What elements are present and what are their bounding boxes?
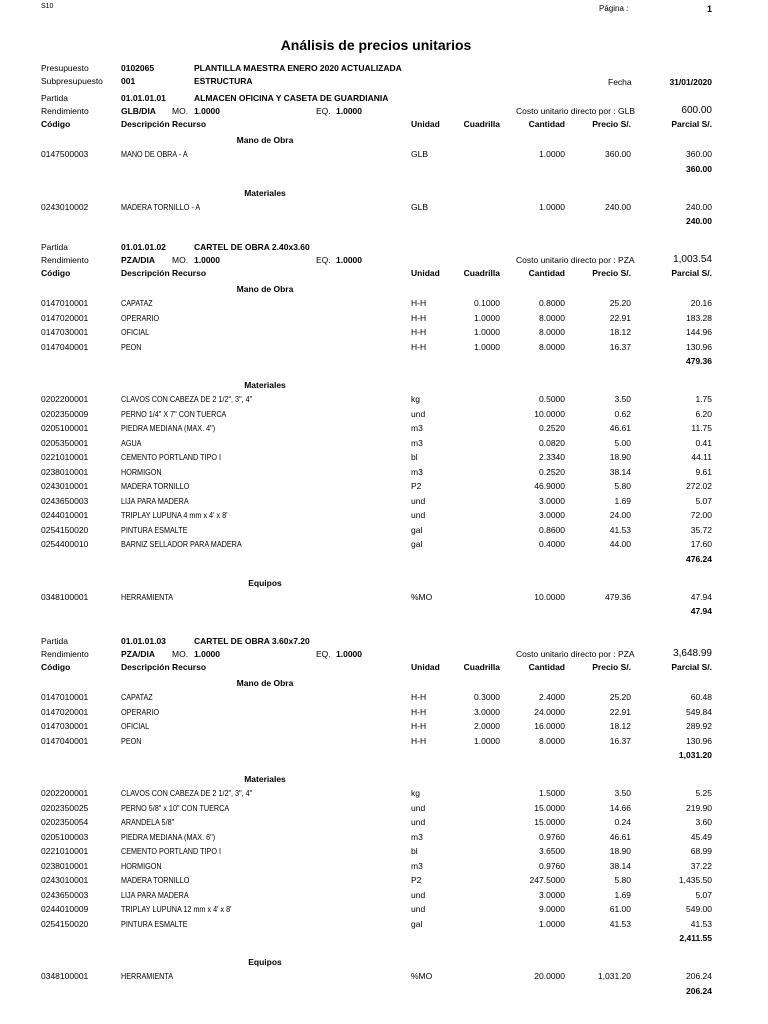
costo-label: Costo unitario directo por : GLB [516, 106, 636, 116]
row-parcial: 0.41 [695, 437, 712, 448]
row-precio: 5.80 [614, 481, 631, 491]
row-description: CAPATAZ [121, 298, 153, 308]
row-code: 0348100001 [41, 971, 89, 981]
row-precio: 16.37 [609, 735, 631, 746]
row-description: HERRAMIENTA [121, 971, 174, 981]
row-code: 0202200001 [41, 394, 89, 404]
row-code: 0147030001 [41, 721, 89, 731]
row-parcial: 17.60 [690, 539, 712, 549]
row-parcial: 11.75 [691, 423, 712, 433]
row-description: CLAVOS CON CABEZA DE 2 1/2", 3", 4" [121, 788, 253, 798]
row-unit: kg [411, 394, 420, 404]
costo-value: 1,003.54 [673, 254, 712, 265]
row-precio: 24.00 [609, 510, 631, 520]
row-unit: kg [411, 788, 420, 798]
group-title: Mano de Obra [236, 678, 294, 688]
costo-value: 600.00 [681, 105, 712, 116]
rendimiento-unit: PZA/DIA [121, 649, 155, 659]
row-parcial: 219.90 [686, 802, 712, 813]
col-header-precio: Precio S/. [592, 268, 631, 278]
row-parcial: 41.53 [690, 918, 712, 929]
row-code: 0238010001 [41, 466, 89, 477]
rendimiento-label: Rendimiento [41, 255, 89, 265]
row-description: PIEDRA MEDIANA (MAX. 4") [121, 423, 216, 433]
row-precio: 5.80 [614, 875, 631, 885]
col-header-precio: Precio S/. [592, 119, 631, 129]
presupuesto-name: PLANTILLA MAESTRA ENERO 2020 ACTUALIZADA [194, 63, 402, 73]
row-code: 0254150020 [41, 524, 89, 535]
row-cuadrilla: 0.1000 [474, 298, 500, 308]
row-precio: 44.00 [609, 539, 631, 549]
group-title: Equipos [248, 577, 282, 588]
row-description: MADERA TORNILLO [121, 481, 190, 491]
row-unit: H-H [411, 327, 427, 337]
row-cantidad: 1.0000 [539, 918, 565, 929]
row-code: 0221010001 [41, 846, 89, 856]
row-code: 0254400010 [41, 539, 89, 549]
row-precio: 61.00 [609, 904, 631, 914]
row-precio: 3.50 [614, 788, 631, 798]
row-precio: 38.14 [609, 466, 631, 477]
row-precio: 5.00 [614, 437, 631, 448]
presupuesto-label: Presupuesto [41, 63, 89, 73]
row-parcial: 272.02 [686, 481, 712, 491]
row-unit: H-H [411, 341, 427, 352]
rendimiento-unit: GLB/DIA [121, 106, 156, 116]
col-header-cantidad: Cantidad [528, 119, 565, 129]
row-unit: und [411, 889, 426, 900]
row-cantidad: 2.4000 [539, 692, 565, 702]
row-description: HORMIGON [121, 860, 162, 871]
partida-code: 01.01.01.03 [121, 636, 166, 646]
row-code: 0243010002 [41, 201, 89, 212]
row-code: 0244010001 [41, 510, 89, 520]
row-cantidad: 1.0000 [539, 149, 565, 159]
row-code: 0202350025 [41, 802, 89, 813]
row-unit: %MO [411, 971, 433, 981]
row-description: LIJA PARA MADERA [121, 495, 189, 506]
col-header-unidad: Unidad [411, 268, 440, 278]
row-description: PINTURA ESMALTE [121, 918, 188, 929]
row-code: 0202350009 [41, 408, 89, 419]
row-code: 0147010001 [41, 692, 89, 702]
eq-value: 1.0000 [336, 255, 362, 265]
row-code: 0221010001 [41, 452, 89, 462]
row-description: HORMIGON [121, 466, 162, 477]
row-precio: 46.61 [609, 831, 631, 842]
row-cantidad: 247.5000 [529, 875, 565, 885]
group-total: 476.24 [686, 553, 712, 564]
partida-name: CARTEL DE OBRA 3.60x7.20 [194, 636, 310, 646]
row-code: 0254150020 [41, 918, 89, 929]
row-parcial: 37.22 [690, 860, 712, 871]
row-description: ARANDELA 5/8" [121, 817, 175, 827]
row-unit: und [411, 510, 426, 520]
row-code: 0147020001 [41, 706, 89, 717]
row-parcial: 3.60 [695, 817, 712, 827]
row-code: 0205100001 [41, 423, 89, 433]
row-cantidad: 8.0000 [539, 341, 565, 352]
col-header-unidad: Unidad [411, 662, 440, 672]
row-parcial: 289.92 [686, 721, 712, 731]
row-precio: 240.00 [605, 201, 631, 212]
row-description: CAPATAZ [121, 692, 153, 702]
row-cantidad: 0.2520 [539, 466, 565, 477]
row-cantidad: 0.5000 [539, 394, 565, 404]
col-header-cantidad: Cantidad [528, 662, 565, 672]
row-code: 0244010009 [41, 904, 89, 914]
row-description: OPERARIO [121, 312, 160, 323]
row-code: 0205350001 [41, 437, 89, 448]
row-parcial: 549.00 [686, 904, 712, 914]
row-unit: und [411, 408, 426, 419]
row-description: HERRAMIENTA [121, 591, 174, 602]
row-cantidad: 15.0000 [534, 817, 565, 827]
row-code: 0202200001 [41, 788, 89, 798]
group-total: 206.24 [686, 985, 712, 996]
row-parcial: 130.96 [686, 341, 712, 352]
row-cantidad: 16.0000 [534, 721, 565, 731]
row-code: 0243010001 [41, 481, 89, 491]
col-header-unidad: Unidad [411, 119, 440, 129]
row-parcial: 72.00 [690, 510, 712, 520]
row-code: 0238010001 [41, 860, 89, 871]
col-header-codigo: Código [41, 119, 71, 129]
row-parcial: 240.00 [686, 201, 712, 212]
app-label: S10 [41, 3, 54, 10]
row-precio: 0.62 [614, 408, 631, 419]
mo-value: 1.0000 [194, 255, 220, 265]
rendimiento-label: Rendimiento [41, 649, 89, 659]
partida-name: ALMACEN OFICINA Y CASETA DE GUARDIANIA [194, 93, 389, 103]
row-description: PEON [121, 735, 142, 746]
row-cuadrilla: 3.0000 [474, 706, 500, 717]
row-unit: m3 [411, 831, 423, 842]
row-precio: 22.91 [609, 312, 631, 323]
row-description: PINTURA ESMALTE [121, 524, 188, 535]
row-cantidad: 3.0000 [539, 510, 565, 520]
page-title: Análisis de precios unitarios [280, 37, 472, 53]
row-precio: 41.53 [609, 918, 631, 929]
partida-label: Partida [41, 636, 68, 646]
row-code: 0243650003 [41, 889, 89, 900]
col-header-descripcion: Descripción Recurso [121, 662, 207, 672]
mo-value: 1.0000 [194, 649, 220, 659]
page-label: Página : [599, 4, 629, 13]
row-cantidad: 3.0000 [539, 495, 565, 506]
costo-label: Costo unitario directo por : PZA [516, 255, 635, 265]
group-total: 47.94 [690, 606, 712, 616]
partida-label: Partida [41, 242, 68, 252]
row-code: 0147010001 [41, 298, 89, 308]
row-cantidad: 0.9760 [539, 831, 565, 842]
row-unit: H-H [411, 721, 427, 731]
row-cantidad: 0.2520 [539, 423, 565, 433]
row-description: OFICIAL [121, 327, 150, 337]
eq-label: EQ. [316, 649, 331, 659]
row-cuadrilla: 1.0000 [474, 327, 500, 337]
row-description: PEON [121, 341, 142, 352]
row-parcial: 1.75 [695, 394, 712, 404]
row-cantidad: 3.0000 [539, 889, 565, 900]
row-cantidad: 8.0000 [539, 327, 565, 337]
row-parcial: 68.99 [690, 846, 712, 856]
row-unit: P2 [411, 481, 422, 491]
row-cuadrilla: 1.0000 [474, 735, 500, 746]
col-header-codigo: Código [41, 268, 71, 278]
presupuesto-code: 0102065 [121, 63, 155, 73]
row-cantidad: 8.0000 [539, 312, 565, 323]
row-parcial: 20.16 [690, 298, 712, 308]
col-header-parcial: Parcial S/. [671, 119, 712, 129]
group-title: Materiales [244, 187, 286, 198]
row-description: OPERARIO [121, 706, 160, 717]
row-precio: 18.12 [609, 327, 631, 337]
group-total: 240.00 [686, 216, 712, 226]
row-parcial: 9.61 [695, 466, 712, 477]
row-description: MANO DE OBRA - A [121, 149, 188, 159]
row-unit: und [411, 817, 426, 827]
row-unit: m3 [411, 437, 423, 448]
row-unit: H-H [411, 735, 427, 746]
row-precio: 3.50 [614, 394, 631, 404]
row-cantidad: 2.3340 [539, 452, 565, 462]
row-cantidad: 15.0000 [534, 802, 565, 813]
rendimiento-unit: PZA/DIA [121, 255, 155, 265]
row-unit: H-H [411, 312, 427, 323]
row-precio: 1.69 [614, 495, 631, 506]
page-number: 1 [706, 4, 712, 14]
row-parcial: 130.96 [686, 735, 712, 746]
fecha-value: 31/01/2020 [669, 77, 712, 87]
row-description: PERNO 5/8" x 10" CON TUERCA [121, 802, 230, 813]
row-cantidad: 46.9000 [534, 481, 565, 491]
row-parcial: 5.07 [695, 495, 712, 506]
group-total: 479.36 [686, 356, 712, 366]
mo-label: MO. [172, 255, 189, 265]
row-precio: 25.20 [609, 298, 631, 308]
group-title: Mano de Obra [236, 135, 294, 145]
row-unit: m3 [411, 860, 423, 871]
row-unit: H-H [411, 706, 427, 717]
partida-code: 01.01.01.01 [121, 93, 166, 103]
row-cantidad: 0.8000 [539, 298, 565, 308]
row-description: PIEDRA MEDIANA (MAX. 6") [121, 831, 216, 842]
row-unit: gal [411, 918, 423, 929]
row-cantidad: 1.0000 [539, 201, 565, 212]
group-total: 2,411.55 [679, 933, 712, 943]
row-description: CLAVOS CON CABEZA DE 2 1/2", 3", 4" [121, 394, 253, 404]
row-parcial: 47.94 [690, 591, 712, 602]
row-cantidad: 3.6500 [539, 846, 565, 856]
row-unit: m3 [411, 423, 423, 433]
row-precio: 479.36 [605, 591, 631, 602]
row-cantidad: 9.0000 [539, 904, 565, 914]
partida-label: Partida [41, 93, 68, 103]
row-description: LIJA PARA MADERA [121, 889, 189, 900]
col-header-cuadrilla: Cuadrilla [463, 268, 500, 278]
row-cantidad: 0.0820 [539, 437, 565, 448]
row-precio: 22.91 [609, 706, 631, 717]
row-cantidad: 8.0000 [539, 735, 565, 746]
row-description: OFICIAL [121, 721, 150, 731]
col-header-parcial: Parcial S/. [671, 662, 712, 672]
row-unit: GLB [411, 201, 429, 212]
row-unit: bl [411, 452, 418, 462]
row-code: 0243650003 [41, 495, 89, 506]
row-description: TRIPLAY LUPUNA 4 mm x 4' x 8' [121, 510, 228, 520]
row-parcial: 6.20 [695, 408, 712, 419]
col-header-cantidad: Cantidad [528, 268, 565, 278]
partida-code: 01.01.01.02 [121, 242, 166, 252]
row-parcial: 35.72 [690, 524, 712, 535]
group-title: Mano de Obra [236, 284, 294, 294]
group-total: 360.00 [686, 163, 712, 174]
group-total: 1,031.20 [678, 750, 712, 760]
costo-value: 3,648.99 [673, 648, 712, 659]
row-precio: 18.12 [609, 721, 631, 731]
row-cantidad: 0.4000 [539, 539, 565, 549]
row-parcial: 5.25 [695, 788, 712, 798]
row-precio: 16.37 [609, 341, 631, 352]
group-title: Materiales [244, 774, 286, 784]
eq-value: 1.0000 [336, 106, 362, 116]
row-cuadrilla: 2.0000 [474, 721, 500, 731]
row-precio: 18.90 [609, 846, 631, 856]
mo-label: MO. [172, 106, 189, 116]
row-parcial: 360.00 [686, 149, 712, 159]
subpresupuesto-name: ESTRUCTURA [194, 76, 253, 86]
row-code: 0147500003 [41, 149, 89, 159]
row-parcial: 183.28 [686, 312, 712, 323]
row-unit: GLB [411, 149, 429, 159]
row-description: PERNO 1/4" X 7" CON TUERCA [121, 408, 227, 419]
group-title: Materiales [244, 380, 286, 390]
row-parcial: 549.84 [686, 706, 712, 717]
row-unit: H-H [411, 692, 427, 702]
row-description: AGUA [121, 437, 142, 448]
row-code: 0147040001 [41, 341, 89, 352]
row-cantidad: 0.9760 [539, 860, 565, 871]
row-unit: m3 [411, 466, 423, 477]
row-precio: 46.61 [609, 423, 631, 433]
row-unit: P2 [411, 875, 422, 885]
eq-value: 1.0000 [336, 649, 362, 659]
fecha-label: Fecha [608, 77, 632, 87]
col-header-descripcion: Descripción Recurso [121, 119, 207, 129]
row-precio: 25.20 [609, 692, 631, 702]
col-header-codigo: Código [41, 662, 71, 672]
subpresupuesto-code: 001 [121, 76, 136, 86]
row-description: MADERA TORNILLO - A [121, 201, 201, 212]
row-parcial: 144.96 [686, 327, 712, 337]
col-header-parcial: Parcial S/. [671, 268, 712, 278]
row-unit: gal [411, 539, 423, 549]
row-cantidad: 10.0000 [534, 408, 565, 419]
row-cantidad: 10.0000 [534, 591, 565, 602]
row-description: BARNIZ SELLADOR PARA MADERA [121, 539, 242, 549]
row-description: CEMENTO PORTLAND TIPO I [121, 846, 221, 856]
row-unit: gal [411, 524, 423, 535]
row-parcial: 45.49 [690, 831, 712, 842]
group-title: Equipos [248, 957, 282, 967]
row-cantidad: 20.0000 [534, 971, 565, 981]
row-code: 0348100001 [41, 591, 89, 602]
row-unit: und [411, 802, 426, 813]
row-parcial: 5.07 [695, 889, 712, 900]
row-code: 0243010001 [41, 875, 89, 885]
row-unit: und [411, 495, 426, 506]
row-cantidad: 0.8600 [539, 524, 565, 535]
row-cantidad: 1.5000 [539, 788, 565, 798]
row-precio: 38.14 [609, 860, 631, 871]
row-cantidad: 24.0000 [534, 706, 565, 717]
row-precio: 1.69 [614, 889, 631, 900]
col-header-precio: Precio S/. [592, 662, 631, 672]
row-parcial: 60.48 [690, 692, 712, 702]
row-precio: 18.90 [609, 452, 631, 462]
row-parcial: 1,435.50 [678, 875, 712, 885]
row-precio: 0.24 [614, 817, 631, 827]
row-code: 0147020001 [41, 312, 89, 323]
row-parcial: 206.24 [686, 971, 712, 981]
row-cuadrilla: 0.3000 [474, 692, 500, 702]
row-description: TRIPLAY LUPUNA 12 mm x 4' x 8' [121, 904, 232, 914]
row-code: 0205100003 [41, 831, 89, 842]
row-precio: 1,031.20 [597, 971, 631, 981]
row-parcial: 44.11 [691, 452, 712, 462]
row-cuadrilla: 1.0000 [474, 341, 500, 352]
row-code: 0147040001 [41, 735, 89, 746]
costo-label: Costo unitario directo por : PZA [516, 649, 635, 659]
row-unit: H-H [411, 298, 427, 308]
eq-label: EQ. [316, 106, 331, 116]
rendimiento-label: Rendimiento [41, 106, 89, 116]
row-unit: und [411, 904, 426, 914]
mo-value: 1.0000 [194, 106, 220, 116]
row-code: 0202350054 [41, 817, 89, 827]
col-header-descripcion: Descripción Recurso [121, 268, 207, 278]
row-unit: %MO [411, 591, 433, 602]
partida-name: CARTEL DE OBRA 2.40x3.60 [194, 242, 310, 252]
row-description: MADERA TORNILLO [121, 875, 190, 885]
row-precio: 360.00 [605, 149, 631, 159]
subpresupuesto-label: Subpresupuesto [41, 76, 103, 86]
row-code: 0147030001 [41, 327, 89, 337]
row-precio: 41.53 [609, 524, 631, 535]
row-description: CEMENTO PORTLAND TIPO I [121, 452, 221, 462]
col-header-cuadrilla: Cuadrilla [463, 662, 500, 672]
row-precio: 14.66 [609, 802, 631, 813]
mo-label: MO. [172, 649, 189, 659]
col-header-cuadrilla: Cuadrilla [463, 119, 500, 129]
row-unit: bl [411, 846, 418, 856]
eq-label: EQ. [316, 255, 331, 265]
row-cuadrilla: 1.0000 [474, 312, 500, 323]
